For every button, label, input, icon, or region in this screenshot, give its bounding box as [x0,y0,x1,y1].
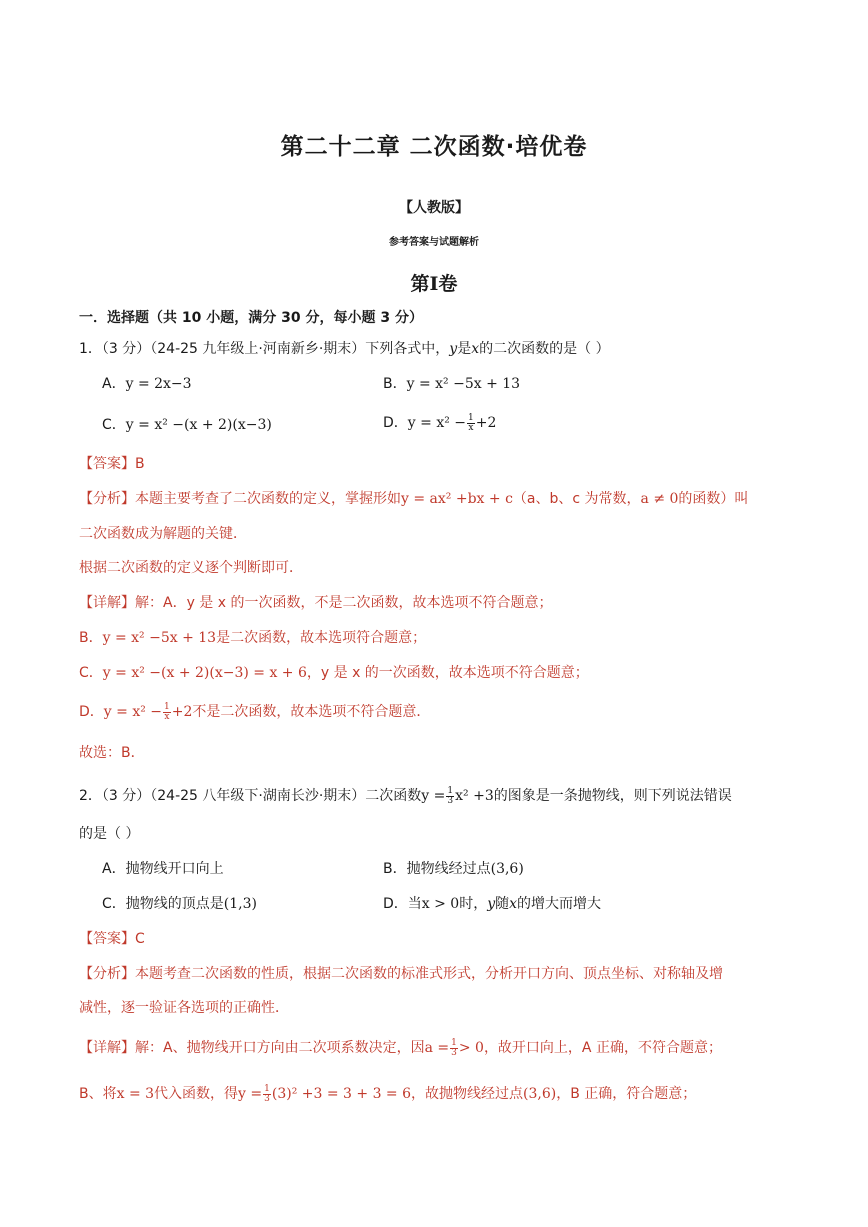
question-2-option-a: A．抛物线开口向上 [102,861,224,877]
question-2-option-b: B．抛物线经过点(3,6) [383,861,524,877]
question-2-option-d: D．当x > 0时，y随x的增大而增大 [383,896,602,912]
question-1-analysis-line-2: 二次函数成为解题的关键． [79,526,247,542]
fraction: $\frac{1}{x}$ [468,412,474,433]
question-2-stem-line-2: 的是（ ） [79,826,140,842]
edition-label: 【人教版】 [399,200,469,216]
question-2-option-c: C．抛物线的顶点是(1,3) [102,896,257,912]
question-1-option-b: B．y = x² −5x + 13 [383,376,521,392]
volume-heading: 第Ⅰ卷 [410,273,458,295]
fraction: $\frac{1}{3}$ [451,1037,457,1058]
question-2-stem: 2．（3 分）（24-25 八年级下·湖南长沙·期末）二次函数y = $\frac{1}{3}$ x² +3的图象是一条抛物线，则下列说法错误 [79,785,732,806]
fraction: $\frac{1}{3}$ [264,1083,270,1104]
question-1-option-c: C．y = x² −(x + 2)(x−3) [102,417,272,433]
question-1-analysis-line-3: 根据二次函数的定义逐个判断即可． [79,560,303,576]
question-1-detail-b: B．y = x² −5x + 13是二次函数，故本选项符合题意； [79,630,427,646]
question-1-stem: 1．（3 分）（24-25 九年级上·河南新乡·期末）下列各式中，y是x的二次函数的是（ ） [79,341,610,357]
section-heading: 一．选择题（共 10 小题，满分 30 分，每小题 3 分） [79,310,423,326]
question-1-answer: 【答案】B [79,456,145,472]
question-1-analysis: 【分析】本题主要考查了二次函数的定义，掌握形如y = ax² +bx + c（a、b、c 为常数，a ≠ 0的函数）叫 [79,491,749,507]
fraction: $\frac{1}{3}$ [447,785,454,806]
question-2-detail-b: B、将x = 3代入函数，得y = $\frac{1}{3}$ (3)² +3 = 3 + 3 = 6，故抛物线经过点(3,6)，B 正确，符合题意； [79,1083,697,1104]
question-1-detail: 【详解】解：A．y 是 x 的一次函数，不是二次函数，故本选项不符合题意； [79,595,553,611]
question-2-analysis-line-2: 减性，逐一验证各选项的正确性． [79,1000,289,1016]
question-2-detail: 【详解】解：A、抛物线开口方向由二次项系数决定，因a = $\frac{1}{3}$ > 0，故开口向上，A 正确，不符合题意； [79,1037,722,1058]
question-1-option-a: A．y = 2x−3 [102,376,192,392]
question-2-analysis: 【分析】本题考查二次函数的性质，根据二次函数的标准式形式，分析开口方向、顶点坐标、对称轴及增 [79,966,723,982]
subtitle: 参考答案与试题解析 [389,237,479,248]
fraction: $\frac{1}{x}$ [164,701,170,722]
question-1-option-d: D．y = x² − $\frac{1}{x}$ +2 [383,412,497,433]
question-1-choice: 故选：B． [79,745,145,761]
question-1-detail-d: D．y = x² − $\frac{1}{x}$ +2不是二次函数，故本选项不符合题意． [79,701,431,722]
question-2-answer: 【答案】C [79,931,145,947]
question-1-detail-c: C．y = x² −(x + 2)(x−3) = x + 6，y 是 x 的一次函数，故本选项不符合题意； [79,665,589,681]
page-title: 第二十二章 二次函数·培优卷 [280,134,588,160]
